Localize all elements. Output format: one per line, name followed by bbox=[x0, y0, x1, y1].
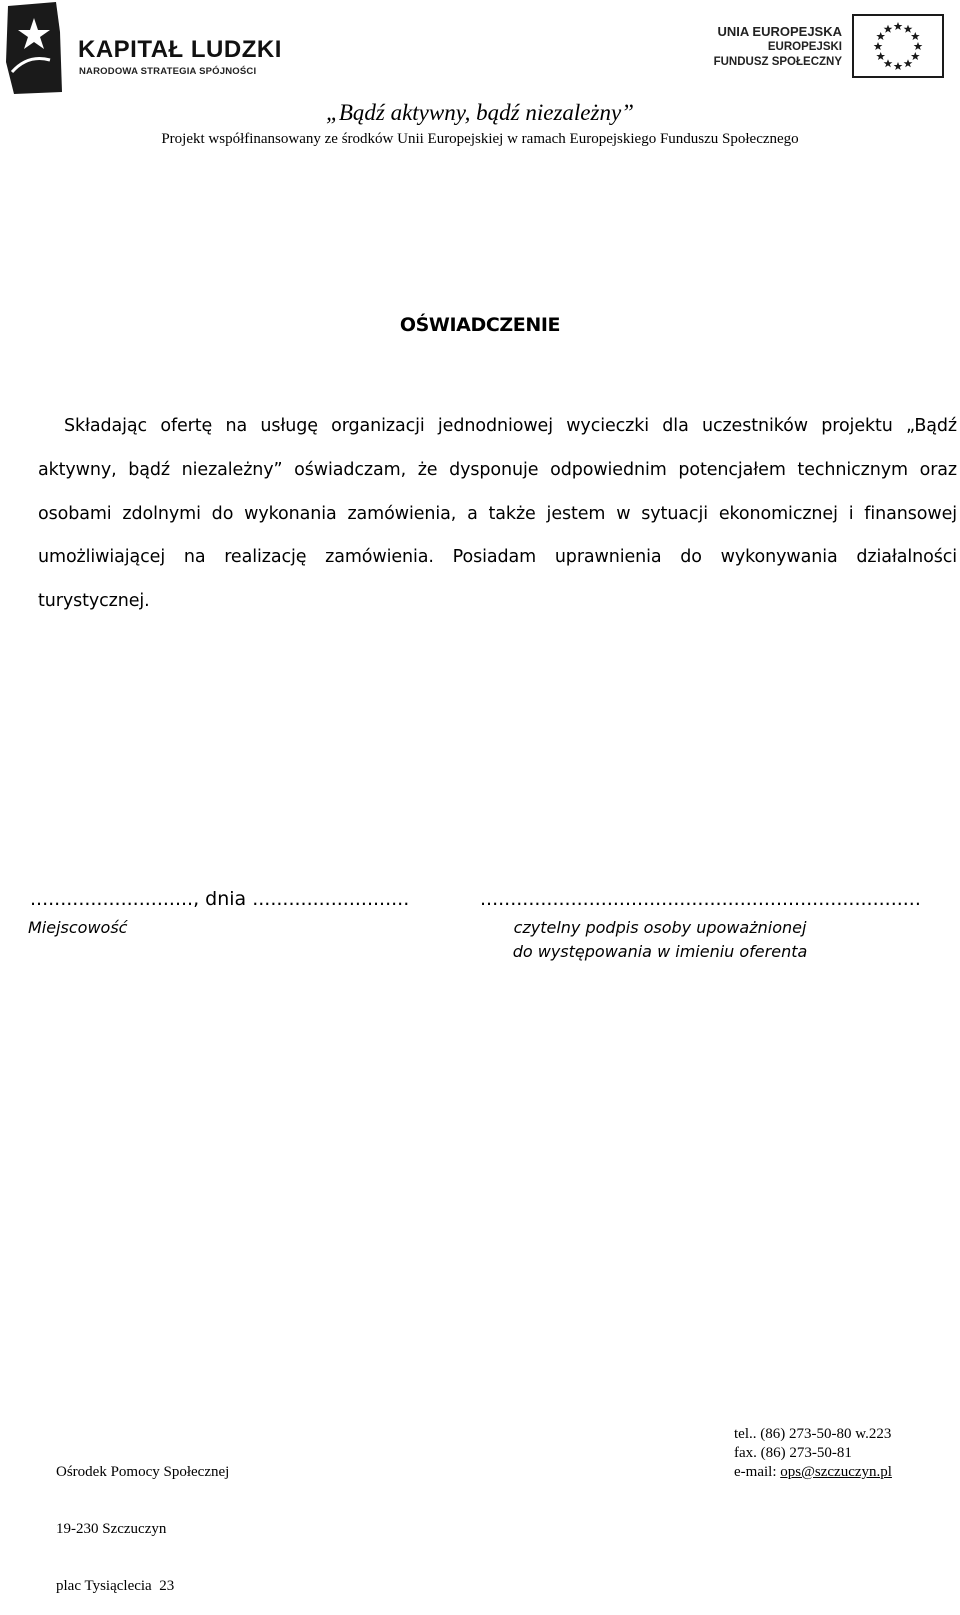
footer-tel: tel.. (86) 273-50-80 w.223 bbox=[734, 1426, 892, 1442]
kapital-ludzki-emblem-icon bbox=[4, 2, 64, 94]
cofunding-note: Projekt współfinansowany ze środków Unii Europejskiej w ramach Europejskiego Funduszu Społecznego bbox=[161, 131, 799, 147]
signature-label-line2: do występowania w imieniu oferenta bbox=[512, 942, 808, 961]
footer-email-prefix: e-mail: bbox=[734, 1464, 781, 1480]
eu-logo bbox=[700, 14, 946, 80]
document-title: OŚWIADCZENIE bbox=[399, 314, 561, 336]
kapital-ludzki-logo bbox=[4, 2, 282, 96]
signature-field: ......................................................................... bbox=[480, 888, 921, 910]
signature-label-line1: czytelny podpis osoby upoważnionej bbox=[513, 918, 807, 937]
eu-flag-icon bbox=[852, 14, 944, 78]
footer-street: plac Tysiąclecia 23 bbox=[56, 1578, 175, 1594]
footer-org-name: Ośrodek Pomocy Społecznej bbox=[56, 1464, 230, 1480]
place-date-field: ..........................., dnia .......................... bbox=[30, 888, 410, 910]
logo-title: KAPITAŁ LUDZKI bbox=[78, 36, 282, 63]
footer-email-line bbox=[734, 1463, 892, 1482]
eu-logo-line1: UNIA EUROPEJSKA bbox=[717, 24, 842, 39]
footer-email-link[interactable]: ops@szczuczyn.pl bbox=[780, 1464, 892, 1480]
declaration-body: Składając ofertę na usługę organizacji jednodniowej wycieczki dla uczestników projektu „Bądź aktywny, bądź niezależny” oświadczam, że dysponuje odpowiednim potencjałem technicznym oraz osobami zdolnymi do wykonania zamówienia, a także jestem w sytuacji ekonomicznej i finansowej umożliwiającej na realizację zamówienia. Posiadam uprawnienia do wykonywania działalności turystycznej. bbox=[38, 416, 957, 612]
footer-fax: fax. (86) 273-50-81 bbox=[734, 1445, 852, 1461]
eu-logo-text bbox=[714, 24, 842, 70]
footer-postal: 19-230 Szczuczyn bbox=[56, 1521, 167, 1537]
place-label: Miejscowość bbox=[28, 918, 128, 937]
eu-logo-line3: FUNDUSZ SPOŁECZNY bbox=[713, 56, 842, 68]
project-motto: „Bądź aktywny, bądź niezależny” bbox=[326, 100, 634, 125]
footer-address bbox=[56, 1425, 229, 1615]
eu-logo-line2: EUROPEJSKI bbox=[767, 41, 842, 53]
footer-contact bbox=[734, 1425, 892, 1482]
logo-subtitle: NARODOWA STRATEGIA SPÓJNOŚCI bbox=[79, 66, 257, 77]
